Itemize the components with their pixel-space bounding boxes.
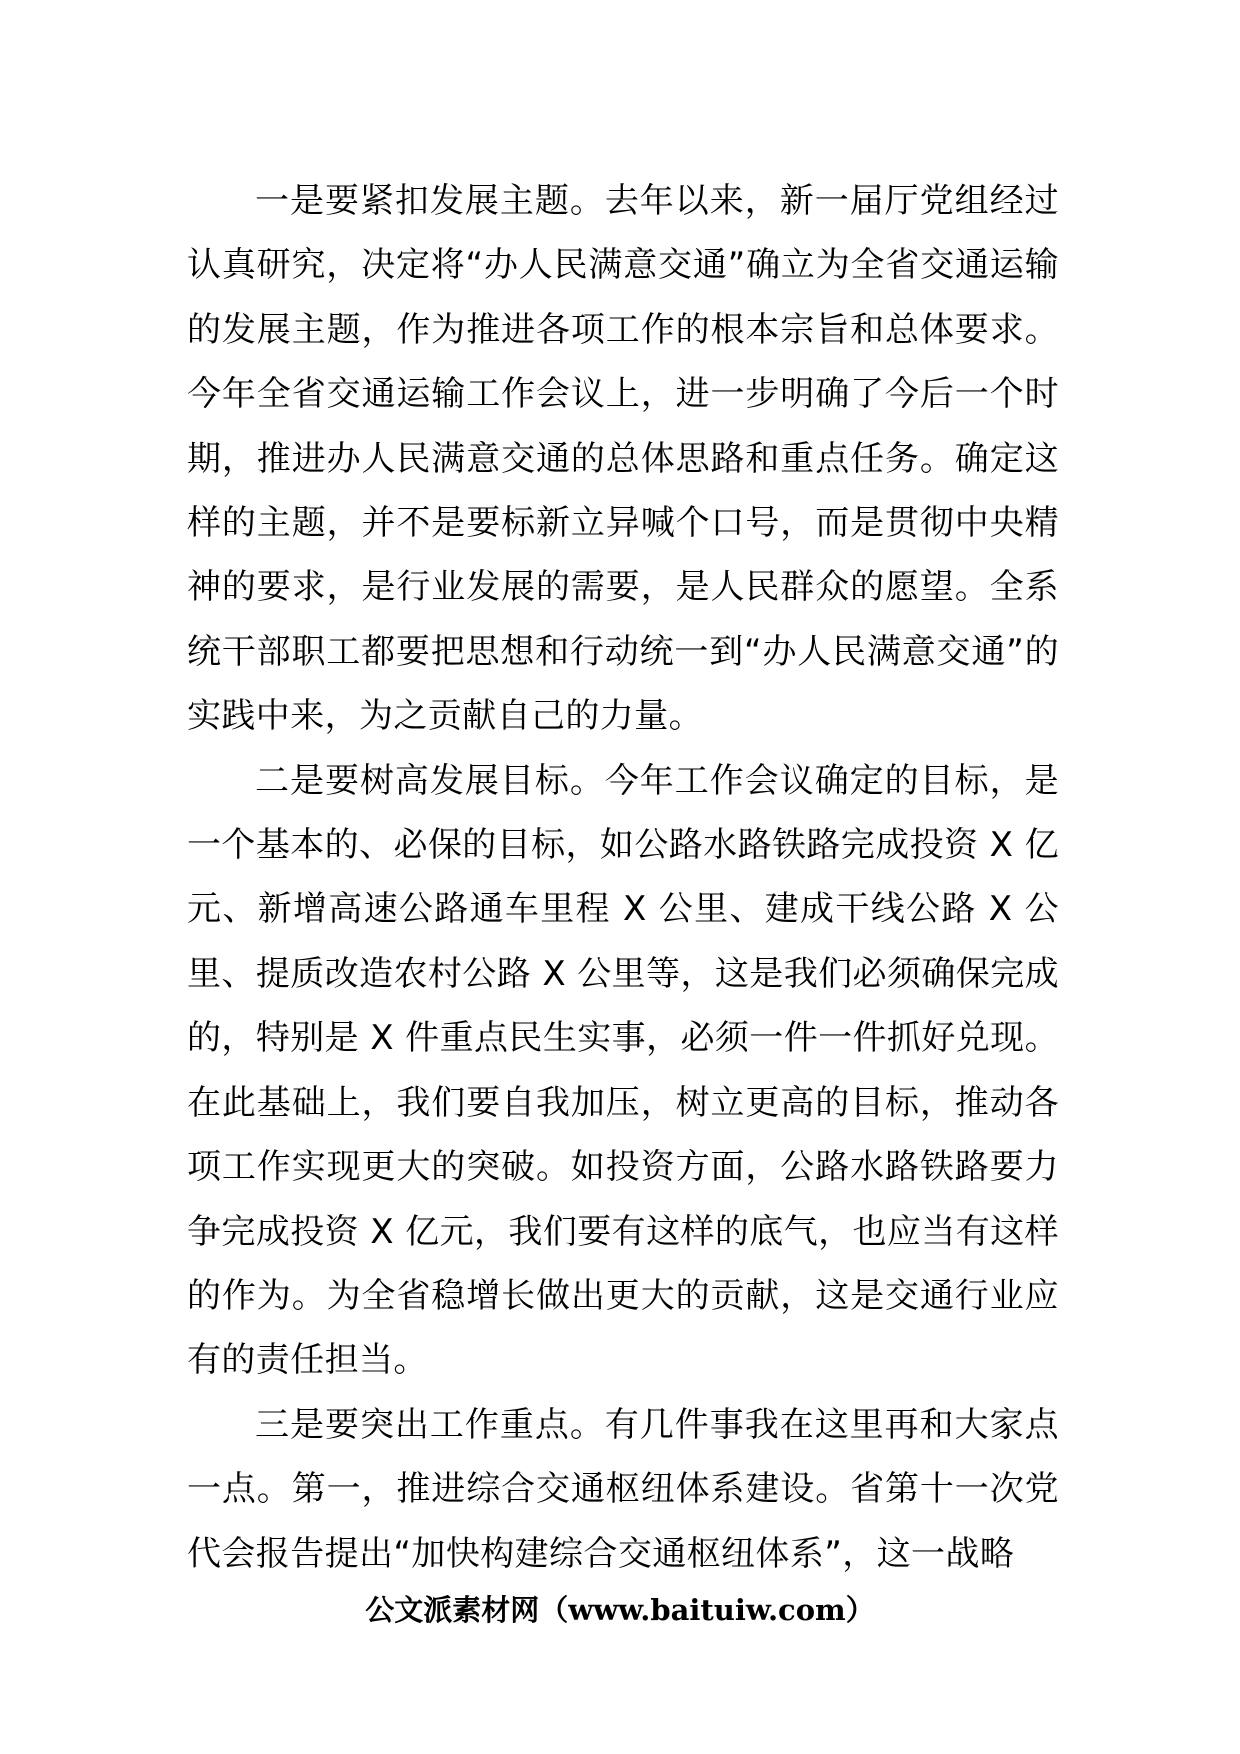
paragraph-development-theme: 一是要紧扣发展主题。去年以来，新一届厅党组经过认真研究，决定将“办人民满意交通”确立为全省交通运输的发展主题，作为推进各项工作的根本宗旨和总体要求。今年全省交通运输工作会议上，进一步明确了今后一个时期，推进办人民满意交通的总体思路和重点任务。确定这样的主题，并不是要标新立异喊个口号，而是贯彻中央精神的要求，是行业发展的需要，是人民群众的愿望。全系统干部职工都要把思想和行动统一到“办人民满意交通”的实践中来，为之贡献自己的力量。 [187,181,1059,737]
paragraph-work-priorities: 三是要突出工作重点。有几件事我在这里再和大家点一点。第一，推进综合交通枢纽体系建设。省第十一次党代会报告提出“加快构建综合交通枢纽体系”，这一战略 [187,1404,1059,1574]
document-body [187,169,1059,1586]
paragraph-development-goals: 二是要树高发展目标。今年工作会议确定的目标，是一个基本的、必保的目标，如公路水路铁路完成投资 X 亿元、新增高速公路通车里程 X 公里、建成干线公路 X 公里、提质改造农村公路 X 公里等，这是我们必须确保完成的，特别是 X 件重点民生实事，必须一件一件抓好兑现。在此基础上，我们要自我加压，树立更高的目标，推动各项工作实现更大的突破。如投资方面，公路水路铁路要力争完成投资 X 亿元，我们要有这样的底气，也应当有这样的作为。为全省稳增长做出更大的贡献，这是交通行业应有的责任担当。 [187,760,1059,1381]
footer-source-watermark: 公文派素材网（www.baituiw.com） [365,1593,875,1627]
